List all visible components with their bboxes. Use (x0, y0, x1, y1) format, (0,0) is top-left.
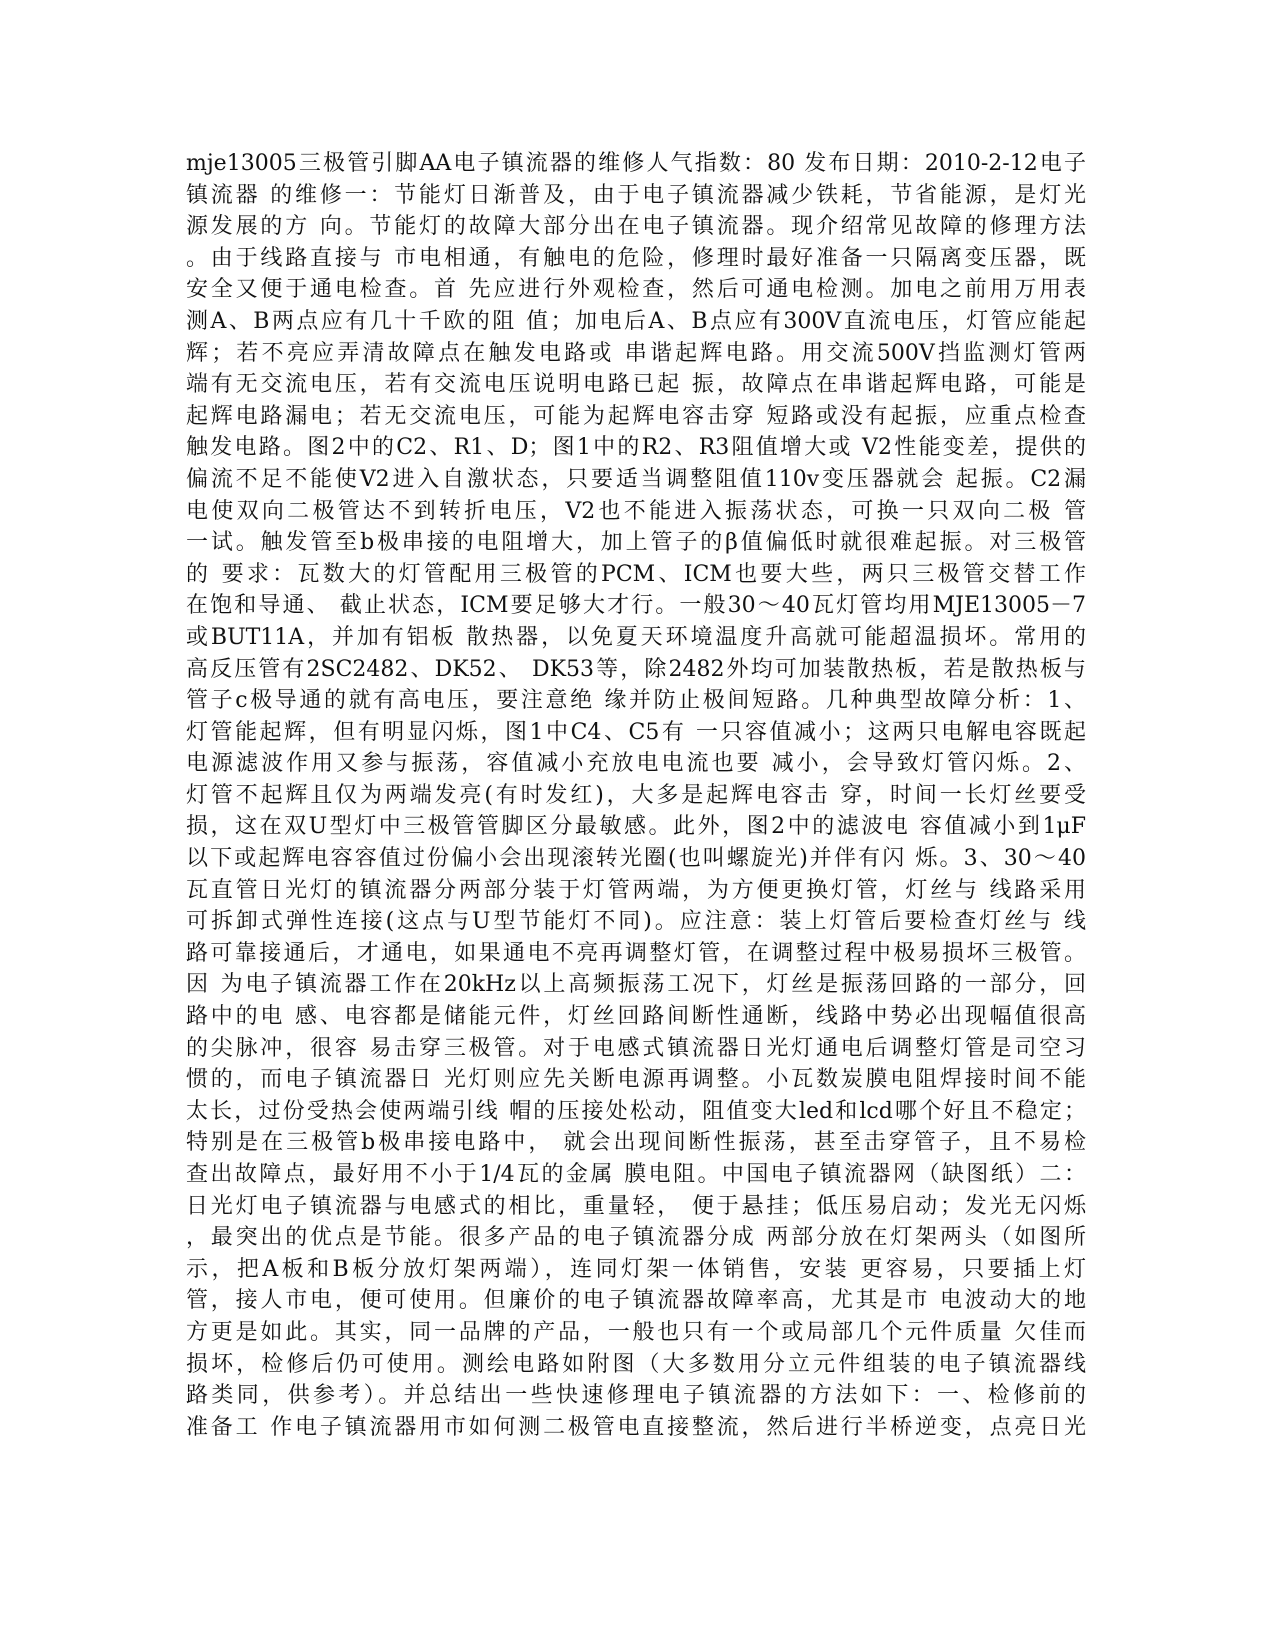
body-text (186, 148, 1086, 1443)
text-line: 查出故障点，最好用不小于1/4瓦的金属 膜电阻。中国电子镇流器网（缺图纸）二： (186, 1162, 1086, 1187)
text-line: 一试。触发管至b极串接的电阻增大，加上管子的β值偏低时就很难起振。对三极管 (186, 530, 1086, 556)
text-line: 因 为电子镇流器工作在20kHz以上高频振荡工况下，灯丝是振荡回路的一部分，回 (186, 972, 1086, 998)
text-line: 方更是如此。其实，同一品牌的产品，一般也只有一个或局部几个元件质量 欠佳而 (186, 1319, 1086, 1345)
text-line: 。由于线路直接与 市电相通，有触电的危险，修理时最好准备一只隔离变压器，既 (186, 245, 1086, 271)
text-line: 在饱和导通、 截止状态，ICM要足够大才行。一般30～40瓦灯管均用MJE13005－7 (186, 593, 1086, 619)
text-line: 太长，过份受热会使两端引线 帽的压接处松动，阻值变大led和lcd哪个好且不稳定； (186, 1098, 1086, 1124)
text-line: 起辉电路漏电；若无交流电压，可能为起辉电容击穿 短路或没有起振，应重点检查 (186, 403, 1086, 429)
text-line: 管，接人市电，便可使用。但廉价的电子镇流器故障率高，尤其是市 电波动大的地 (186, 1288, 1086, 1314)
text-line: 电源滤波作用又参与振荡，容值减小充放电电流也要 减小，会导致灯管闪烁。2、 (186, 751, 1086, 777)
text-line: 的尖脉冲，很容 易击穿三极管。对于电感式镇流器日光灯通电后调整灯管是司空习 (186, 1035, 1086, 1061)
text-line: 或BUT11A，并加有铝板 散热器，以免夏天环境温度升高就可能超温损坏。常用的 (186, 624, 1086, 650)
text-line: 的 要求：瓦数大的灯管配用三极管的PCM、ICM也要大些，两只三极管交替工作 (186, 561, 1086, 587)
text-line: ，最突出的优点是节能。很多产品的电子镇流器分成 两部分放在灯架两头（如图所 (186, 1225, 1086, 1251)
text-line: 电使双向二极管达不到转折电压，V2也不能进入振荡状态，可换一只双向二极 管 (186, 498, 1086, 524)
text-line: 偏流不足不能使V2进入自激状态，只要适当调整阻值110v变压器就会 起振。C2漏 (186, 466, 1086, 492)
text-line: 损，这在双U型灯中三极管管脚区分最敏感。此外，图2中的滤波电 容值减小到1μF (186, 814, 1086, 840)
text-line: 高反压管有2SC2482、DK52、 DK53等，除2482外均可加装散热板，若是散热板与 (186, 656, 1086, 682)
text-line: 损坏，检修后仍可使用。测绘电路如附图（大多数用分立元件组装的电子镇流器线 (186, 1351, 1086, 1377)
text-line: 以下或起辉电容容值过份偏小会出现滚转光圈(也叫螺旋光)并伴有闪 烁。3、30～40 (186, 846, 1086, 872)
text-line: mje13005三极管引脚AA电子镇流器的维修人气指数：80 发布日期：2010-2-12电子 (186, 151, 1086, 176)
text-line: 端有无交流电压，若有交流电压说明电路已起 振，故障点在串谐起辉电路，可能是 (186, 372, 1086, 398)
text-line: 灯管能起辉，但有明显闪烁，图1中C4、C5有 一只容值减小；这两只电解电容既起 (186, 719, 1086, 745)
text-line: 路类同，供参考）。并总结出一些快速修理电子镇流器的方法如下：一、检修前的 (186, 1383, 1086, 1409)
text-line: 日光灯电子镇流器与电感式的相比，重量轻， 便于悬挂；低压易启动；发光无闪烁 (186, 1193, 1086, 1219)
text-line: 灯管不起辉且仅为两端发亮(有时发红)，大多是起辉电容击 穿，时间一长灯丝要受 (186, 782, 1086, 808)
text-line: 镇流器 的维修一：节能灯日渐普及，由于电子镇流器减少铁耗，节省能源，是灯光 (186, 182, 1086, 208)
text-line: 测A、B两点应有几十千欧的阻 值；加电后A、B点应有300V直流电压，灯管应能起 (186, 308, 1086, 334)
text-line: 可拆卸式弹性连接(这点与U型节能灯不同)。应注意：装上灯管后要检查灯丝与 线 (186, 909, 1086, 935)
text-line: 特别是在三极管b极串接电路中， 就会出现间断性振荡，甚至击穿管子，且不易检 (186, 1130, 1086, 1156)
text-line: 瓦直管日光灯的镇流器分两部分装于灯管两端，为方便更换灯管，灯丝与 线路采用 (186, 877, 1086, 903)
text-line: 准备工 作电子镇流器用市如何测二极管电直接整流，然后进行半桥逆变，点亮日光 (186, 1414, 1086, 1440)
text-line: 安全又便于通电检查。首 先应进行外观检查，然后可通电检测。加电之前用万用表 (186, 277, 1086, 303)
text-line: 路可靠接通后，才通电，如果通电不亮再调整灯管，在调整过程中极易损坏三极管。 (186, 940, 1086, 966)
text-line: 路中的电 感、电容都是储能元件，灯丝回路间断性通断，线路中势必出现幅值很高 (186, 1004, 1086, 1030)
text-line: 管子c极导通的就有高电压，要注意绝 缘并防止极间短路。几种典型故障分析：1、 (186, 688, 1086, 714)
text-line: 源发展的方 向。节能灯的故障大部分出在电子镇流器。现介绍常见故障的修理方法 (186, 214, 1086, 240)
text-line: 触发电路。图2中的C2、R1、D；图1中的R2、R3阻值增大或 V2性能变差，提供的 (186, 435, 1086, 461)
text-line: 示，把A板和B板分放灯架两端），连同灯架一体销售，安装 更容易，只要插上灯 (186, 1256, 1086, 1282)
text-line: 惯的，而电子镇流器日 光灯则应先关断电源再调整。小瓦数炭膜电阻焊接时间不能 (186, 1067, 1086, 1093)
text-line: 辉；若不亮应弄清故障点在触发电路或 串谐起辉电路。用交流500V挡监测灯管两 (186, 340, 1086, 366)
